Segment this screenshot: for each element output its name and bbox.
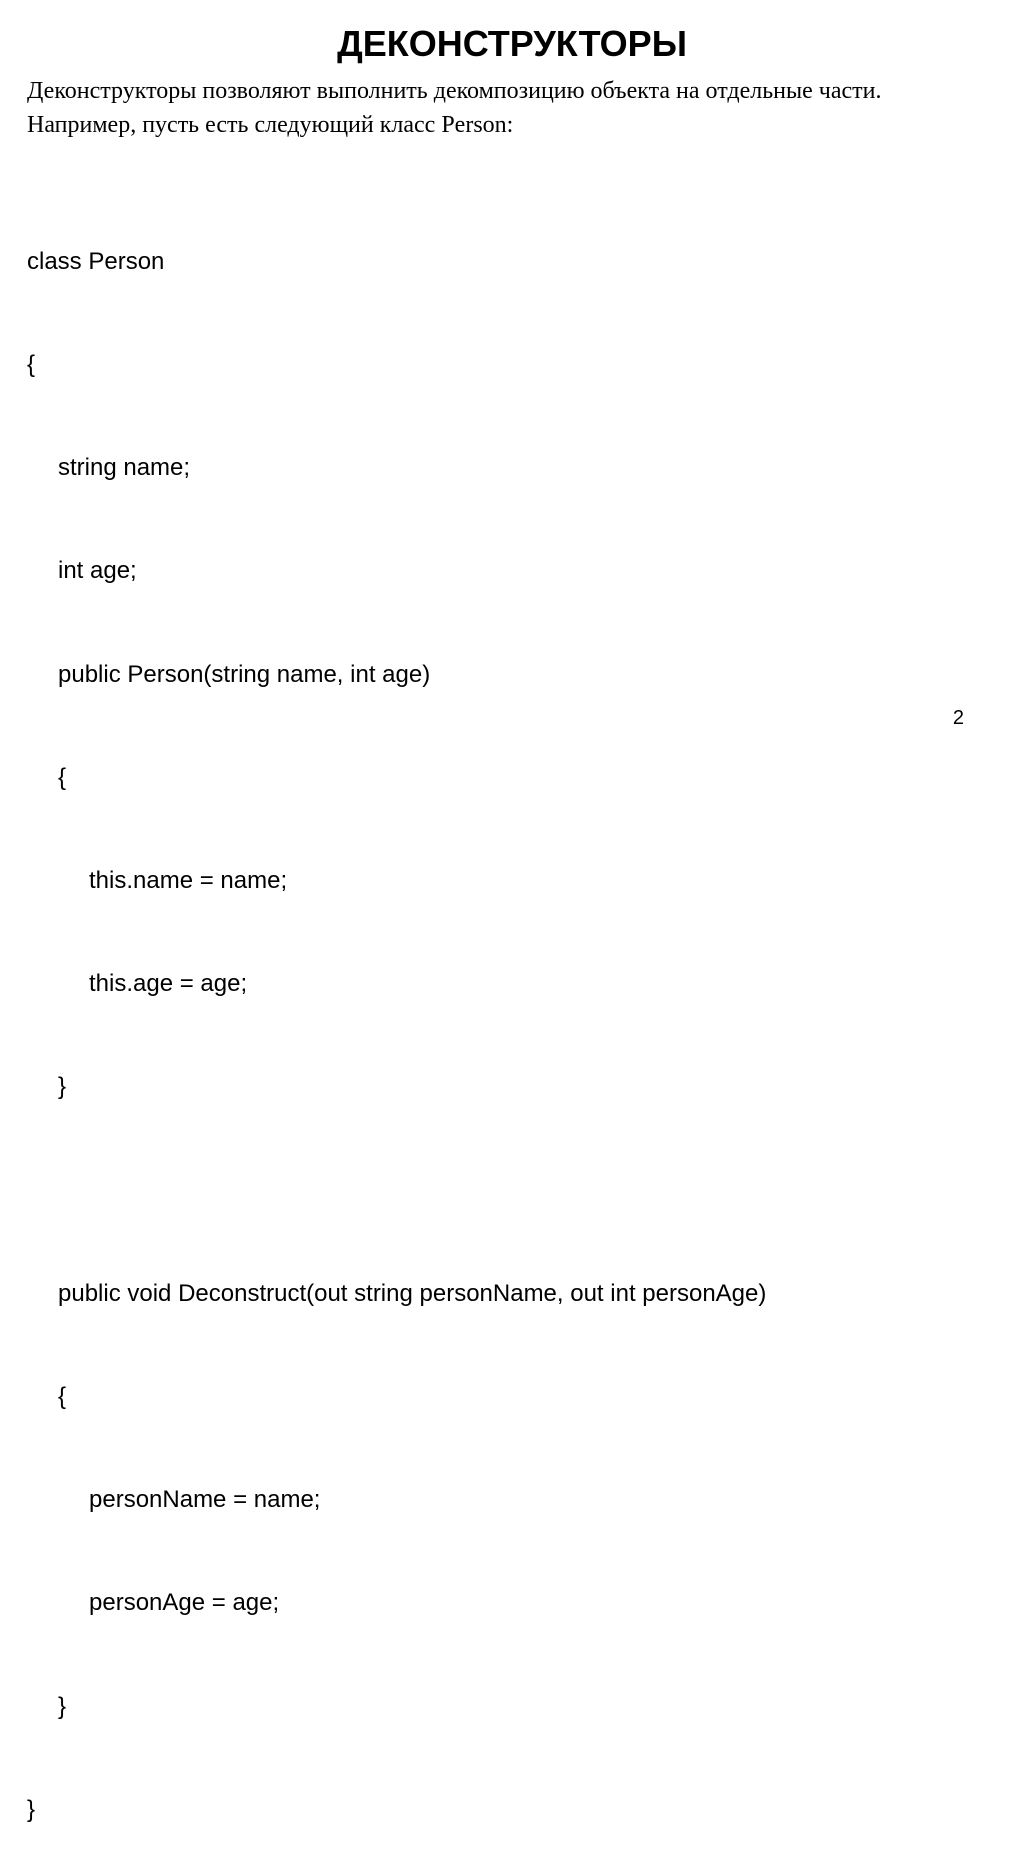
code-line-deconstruct-signature: public void Deconstruct(out string personName, out int personAge) (58, 1279, 767, 1307)
code-line-assign-age: this.age = age; (89, 970, 248, 998)
page-number: 2 (952, 707, 964, 729)
code-line-class-close-brace: } (27, 1795, 36, 1823)
intro-paragraph-deconstructors: Деконструкторы позволяют выполнить декомпозицию объекта на отдельные части. (27, 78, 882, 104)
code-line-deconstruct-open-brace: { (58, 1383, 67, 1411)
code-block (27, 176, 766, 1862)
code-line-assign-name: this.name = name; (89, 867, 288, 895)
code-line-assign-person-name: personName = name; (89, 1486, 321, 1514)
intro-paragraph-example: Например, пусть есть следующий класс Person: (27, 112, 514, 138)
slide-title: ДЕКОНСТРУКТОРЫ (337, 23, 687, 64)
code-line-field-age: int age; (58, 557, 137, 585)
code-line-class-declaration: class Person (27, 247, 165, 275)
intro-text (27, 74, 999, 142)
code-line-blank (27, 1174, 766, 1208)
code-line-assign-person-age: personAge = age; (89, 1589, 280, 1617)
code-line-constructor-close-brace: } (58, 1073, 67, 1101)
code-line-field-name: string name; (58, 454, 191, 482)
code-line-deconstruct-close-brace: } (58, 1692, 67, 1720)
code-line-constructor-open-brace: { (58, 763, 67, 791)
code-line-class-open-brace: { (27, 351, 36, 379)
code-line-constructor-signature: public Person(string name, int age) (58, 660, 431, 688)
